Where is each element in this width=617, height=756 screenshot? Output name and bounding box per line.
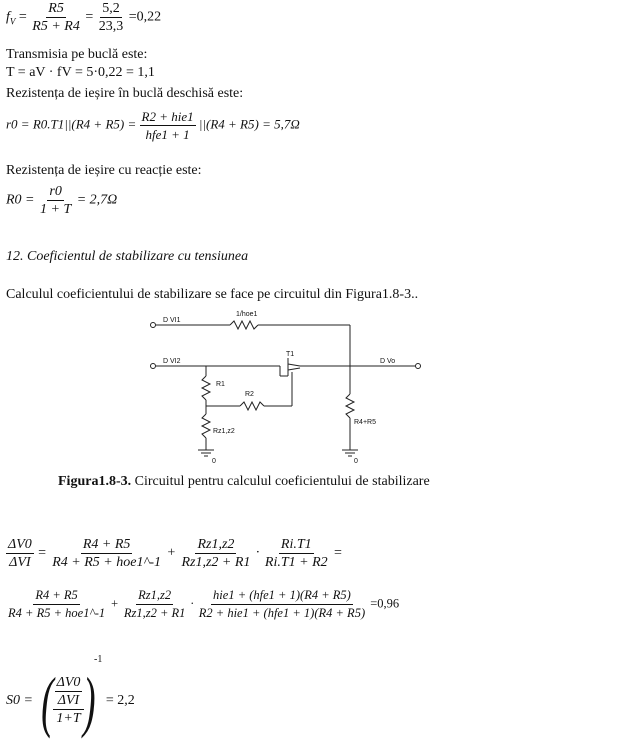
fv-num: R5: [48, 1, 64, 16]
open-loop-fraction: [140, 108, 196, 143]
s0-right-paren: ): [82, 662, 96, 739]
label-vi2: D VI2: [163, 358, 181, 365]
feedback-out-rhs: = 2,7Ω: [76, 192, 118, 208]
label-r1: R1: [216, 381, 225, 388]
figure-label: Figura1.8-3.: [58, 474, 132, 489]
rz-resistor: [202, 414, 210, 438]
feedback-out-den: 1 + T: [40, 202, 72, 217]
feedback-out-heading: Rezistența de ieșire cu reacție este:: [6, 163, 202, 178]
delta-l2-t2: $\frac{Rz1,z2}{Rz1,z2 + R1}$: [123, 588, 186, 620]
label-gnd1: 0: [212, 458, 216, 465]
section-title: 12. Coeficientul de stabilizare cu tensiunea: [6, 249, 249, 264]
label-t1: T1: [286, 351, 295, 358]
s0-inner-fraction: $\frac{\Delta V0}{\text{ΔVI}}$: [56, 675, 81, 709]
feedback-out-equation: [6, 183, 117, 218]
delta-t1: $\frac{R4 + R5}{\text{R4 + R5 + hoe1\textasciicircum{}-1}}$: [52, 537, 162, 570]
fv-den: R5 + R4: [32, 19, 80, 34]
open-loop-lhs: r0 = R0.T1||(R4 + R5) =: [6, 116, 137, 132]
open-loop-num: R2 + hie1: [141, 109, 194, 124]
fv-result: =0,22: [128, 9, 162, 25]
fv-lhs: f: [6, 9, 10, 25]
fv-lhs-sub: V: [9, 16, 16, 27]
label-rz: Rz1,z2: [213, 428, 235, 435]
intro-text: Calculul coeficientului de stabilizare se face pe circuitul din Figura1.8-3..: [6, 287, 419, 302]
delta-lhs-num: ΔV0: [8, 537, 32, 552]
open-loop-den: hfe1 + 1: [145, 127, 190, 142]
delta-equation-line1: $\frac{\Delta V0}{\text{ΔVI}}$ = $\frac{R4 + R5}{\text{R4 + R5 + hoe1\textasciicircum{}-1}}$ + $\frac{Rz1,z2}{Rz1,z2 + R1}$ · $\frac{Ri.T1}{Ri.T1 + R2}$ =: [8, 537, 343, 570]
fv-num2: 5,2: [102, 1, 120, 16]
hoe-resistor: [230, 321, 258, 329]
s0-outer-fraction: [53, 674, 85, 727]
r45-resistor: [346, 394, 354, 418]
loop-transmission-heading: Transmisia pe buclă este:: [6, 47, 148, 62]
r2-resistor: [240, 402, 264, 410]
vi1-terminal: [151, 323, 156, 328]
feedback-out-fraction: [38, 183, 73, 218]
label-hoe: 1/hoe1: [236, 311, 258, 318]
open-loop-heading: Rezistența de ieșire în buclă deschisă este:: [6, 86, 244, 101]
delta-lhs-fraction: [6, 536, 34, 571]
figure-caption-text: Circuitul pentru calculul coeficientului de stabilizare: [134, 474, 430, 489]
open-loop-rhs: ||(R4 + R5) = 5,7Ω: [198, 116, 300, 132]
label-r45: R4+R5: [354, 419, 376, 426]
label-gnd2: 0: [354, 458, 358, 465]
r1-resistor: [202, 376, 210, 400]
feedback-out-num: r0: [49, 184, 62, 199]
fv-fraction-values: [97, 0, 126, 35]
open-loop-equation: [6, 108, 300, 143]
figure-caption: [58, 474, 430, 490]
delta-lhs-den: ΔVI: [9, 555, 31, 570]
delta-equation-line2: $\frac{R4 + R5}{\text{R4 + R5 + hoe1\textasciicircum{}-1}}$ + $\frac{Rz1,z2}{Rz1,z2 + R1}$ · $\frac{\text{hie1 + (hfe1 + 1)(R4 + R5)}}{\text{R2 + hie1 + (hfe1 + 1)(R4 + R5)}}$ =0,96: [8, 588, 400, 620]
s0-result: = 2,2: [105, 692, 135, 708]
s0-lhs: S0 =: [6, 692, 33, 708]
delta-l2-t1: $\frac{R4 + R5}{\text{R4 + R5 + hoe1\textasciicircum{}-1}}$: [8, 588, 106, 620]
fv-den2: 23,3: [98, 19, 124, 34]
s0-outer-den: 1+T: [56, 711, 81, 727]
delta-l2-t3: $\frac{\text{hie1 + (hfe1 + 1)(R4 + R5)}}{\text{R2 + hie1 + (hfe1 + 1)(R4 + R5)}}$: [198, 588, 366, 620]
s0-outer-num: [53, 674, 85, 710]
vi2-terminal: [151, 364, 156, 369]
delta-result: =0,96: [370, 596, 400, 611]
label-vo: D Vo: [380, 358, 396, 365]
vo-terminal: [416, 364, 421, 369]
loop-transmission-formula: T = aV · fV = 5·0,22 = 1,1: [6, 65, 155, 80]
delta-t2: $\frac{Rz1,z2}{Rz1,z2 + R1}$: [181, 537, 251, 570]
fv-equation: $f_V$ = $\frac{R5}{R5 + R4}$ = $\frac{5,2}{23,3}$ =0,22: [6, 1, 162, 34]
label-vi1: D VI1: [163, 317, 181, 324]
delta-t3: $\frac{Ri.T1}{Ri.T1 + R2}$: [264, 537, 328, 570]
s0-equation: [6, 654, 135, 739]
feedback-out-lhs: R0 =: [6, 192, 35, 208]
circuit-diagram: [140, 306, 440, 466]
fv-fraction: [30, 0, 82, 35]
s0-left-paren: (: [41, 662, 55, 739]
label-r2: R2: [245, 391, 254, 398]
s0-exponent: -1: [94, 654, 103, 665]
